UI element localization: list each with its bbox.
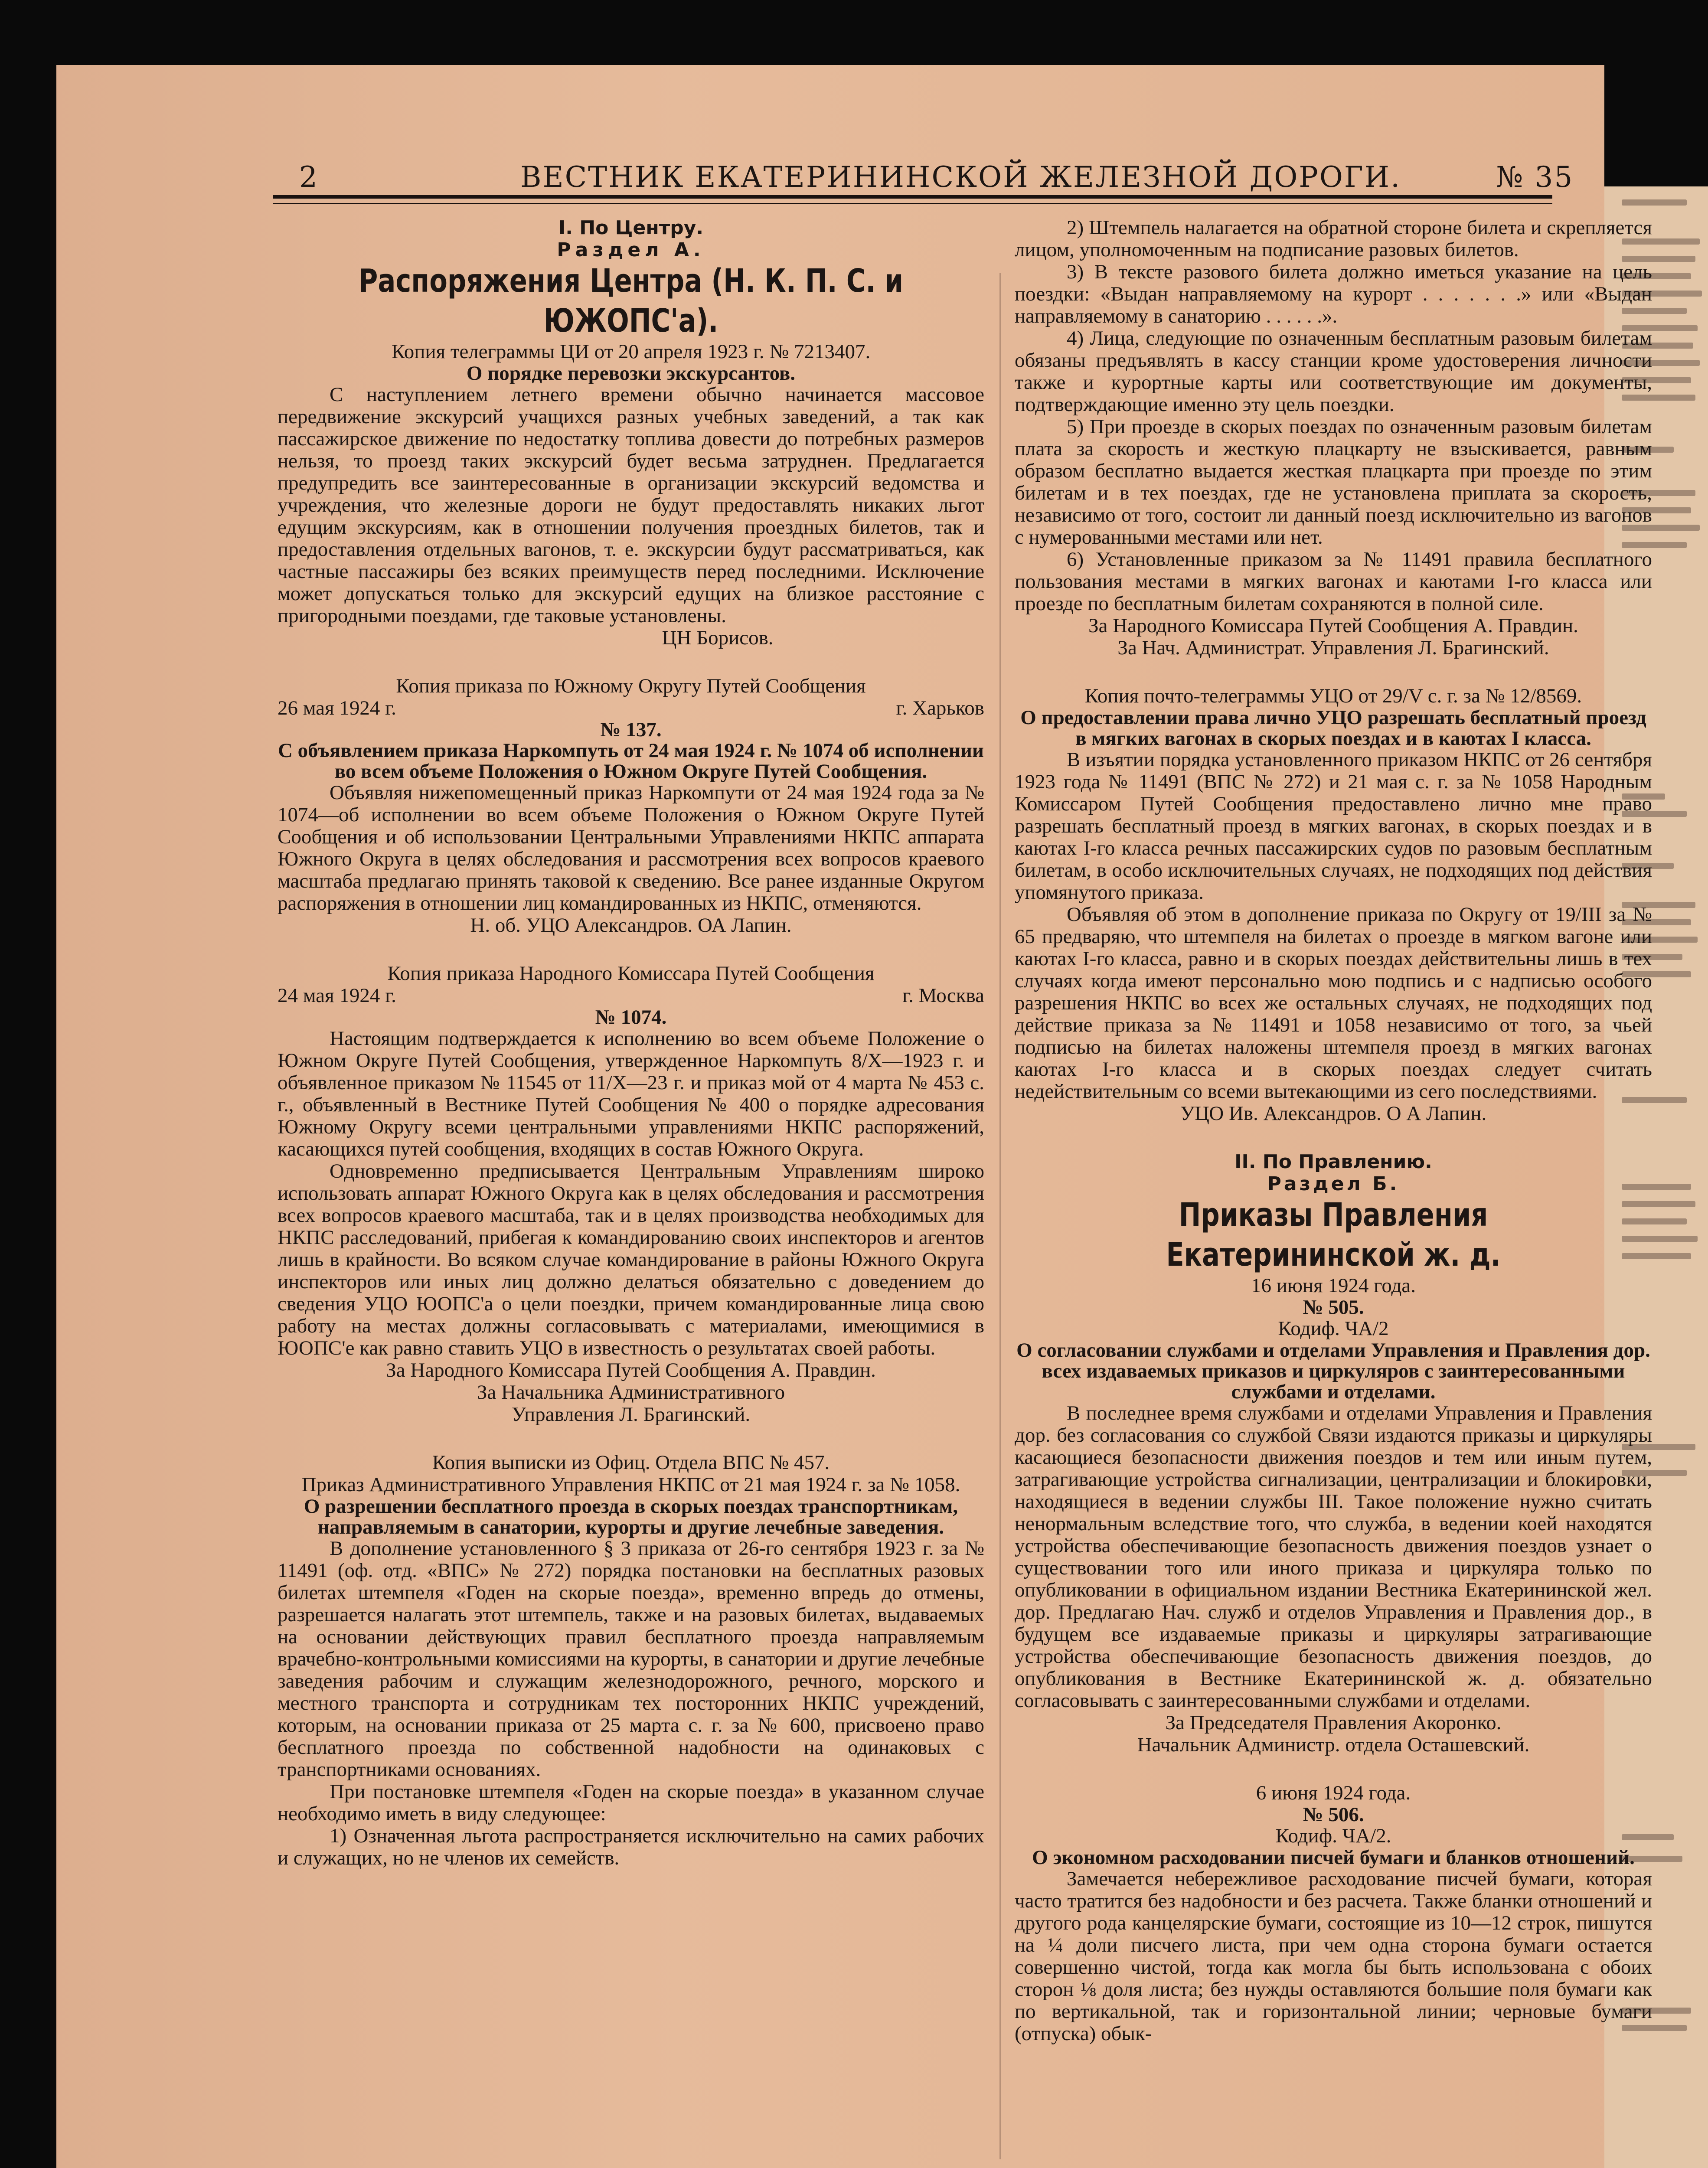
article-text: Объявляя нижепомещенный приказ Наркомпути от 24 мая 1924 года за № 1074—об исполнении во всем объеме Положения о Южном Округе Путей Сообщения и об использовании Центральными Управлениями НКПС аппарата Южного Округа в целях обследования и рассмотрения всех вопросов краевого масштаба предлагаю принять таковой к сведению. Все ранее изданные Округом распоряжения в отношении лиц командированных из НКПС, отменяются.	[278, 781, 984, 914]
signature: За Нач. Администрат. Управления Л. Брагинский.	[1117, 637, 1549, 659]
article-text: В дополнение установленного § 3 приказа от 26-го сентября 1923 г. за № 11491 (оф. отд. «ВПС» № 272) порядка постановки на бесплатных разовых билетах штемпеля «Годен на скорые поезда», временно впредь до отмены, разрешается налагать этот штемпель, также и на разовых билетах, выдаваемых на основании действующих правил бесплатного проезда направляемым врачебно-контрольными комиссиями на курорты, в санатории и другие лечебные заведения рабочим и служащим железнодорожного, речного, морского и местного транспорта и сотрудникам тех посторонних НКПС учреждений, которым, на основании приказа от 25 марта с. г. за № 600, присвоено право бесплатного проезда по собственной надобности на одинаковых с транспортниками основаниях.	[278, 1537, 984, 1781]
section-heading: II. По Правлению.	[1234, 1151, 1432, 1173]
city: г. Харьков	[896, 697, 984, 719]
header-rule-thin	[273, 203, 1552, 204]
article-heading: О экономном расходовании писчей бумаги и бланков отношений.	[1032, 1846, 1635, 1869]
article-text: 2) Штемпель налагается на обратной стороне билета и скрепляется лицом, уполномоченным на подписание разовых билетов.	[1015, 216, 1652, 261]
article-source: Копия приказа по Южному Округу Путей Сообщения	[396, 675, 866, 697]
section-subheading: Раздел Б.	[1267, 1173, 1400, 1195]
left-column	[278, 217, 984, 1869]
article-heading: С объявлением приказа Наркомпуть от 24 мая 1924 г. № 1074 об исполнении во всем объеме Положения о Южном Округе Путей Сообщения.	[278, 739, 984, 783]
order-reference: Приказ Административного Управления НКПС от 21 мая 1924 г. за № 1058.	[301, 1473, 960, 1496]
section-heading: I. По Центру.	[558, 217, 704, 239]
signature: За Народного Комиссара Путей Сообщения А. Правдин.	[1088, 614, 1578, 637]
article-text: При постановке штемпеля «Годен на скорые поезда» в указанном случае необходимо иметь в виду следующее:	[278, 1780, 984, 1825]
article-text: В последнее время службами и отделами Управления и Правления дор. без согласования со службой Связи издаются приказы и циркуляры касающиеся безопасности движения поездов и тем или иным путем, затрагивающие устройства сигнализации, централизации и блокировки, находящиеся в ведении службы III. Такое положение нужно считать ненормальным вследствие того, что служба, в ведении коей находятся устройства обеспечивающие безопасность движения поездов узнает о существовании того или иного приказа и циркуляра только по опубликовании в официальном издании Вестника Екатерининской жел. дор. Предлагаю Нач. служб и отделов Управления и Правления дор., в будущем все издаваемые приказы и циркуляры затрагивающие устройства обеспечивающие безопасность движения поездов, до опубликования в Вестнике Екатерининской ж. д. обязательно согласовывать с заинтересованными службами и отделами.	[1015, 1402, 1652, 1712]
article-text: 3) В тексте разового билета должно иметься указание на цель поездки: «Выдан направляемому на курорт . . . . . . .» или «Выдан направляемому в санаторию . . . . . .».	[1015, 261, 1652, 327]
dateline	[278, 697, 984, 719]
article-text: 1) Означенная льгота распространяется исключительно на самих рабочих и служащих, но не членов их семейств.	[278, 1825, 984, 1869]
order-date: 6 июня 1924 года.	[1256, 1782, 1411, 1804]
article-text: 4) Лица, следующие по означенным бесплатным разовым билетам обязаны предъявлять в кассу станции кроме удостоверения личности также и курортные карты или соответствующие им документы, подтверждающие именно эту цель поездки.	[1015, 327, 1652, 416]
signature: Начальник Администр. отдела Осташевский.	[1137, 1734, 1530, 1756]
date: 24 мая 1924 г.	[278, 984, 396, 1007]
article-text: Замечается небережливое расходование писчей бумаги, которая часто тратится без надобности и без расчета. Также бланки отношений и другого рода канцелярские бумаги, состоящие из 10—12 строк, пишутся на ¼ доли писчего листа, при чем одна сторона бумаги остается совершенно чистой, тогда как могла бы быть использована с обоих сторон ⅛ доля листа; без нужды оставляются большие поля бумаги как по вертикальной, так и горизонтальной линии; черновые бумаги (отпуска) обык-	[1015, 1868, 1652, 2045]
article-text: 5) При проезде в скорых поездах по означенным разовым билетам плата за скорость и жесткую плацкарту не взыскивается, равным образом бесплатно выдается жесткая плацкарта при проезде по этим билетам и в тех поездах, где не установлена приплата за скорость, независимо от того, состоит ли данный поезд исключительно из вагонов с нумерованными местами или нет.	[1015, 415, 1652, 549]
issue-number: № 35	[1496, 160, 1574, 194]
article-source: Копия приказа Народного Комиссара Путей Сообщения	[387, 962, 875, 985]
order-number: № 137.	[600, 718, 662, 741]
signature: ЦН Борисов.	[662, 627, 774, 649]
article-heading: О предоставлении права лично УЦО разрешать бесплатный проезд в мягких вагонах в скорых поездах и в каютах I класса.	[1020, 706, 1646, 750]
article-heading: О согласовании службами и отделами Управления и Правления дор. всех издаваемых приказов и циркуляров с заинтересованными службами и отделами.	[1016, 1339, 1650, 1403]
article-text: 6) Установленные приказом за № 11491 правила бесплатного пользования местами в мягких вагонах и каютами I-го класса или проезде по бесплатным билетам сохраняются в полной силе.	[1015, 548, 1652, 615]
section-subheading: Раздел А.	[557, 239, 705, 261]
city: г. Москва	[902, 984, 984, 1007]
signature: За Начальника Административного	[477, 1381, 785, 1404]
article-heading: О порядке перевозки экскурсантов.	[466, 362, 796, 385]
order-number: № 506.	[1303, 1803, 1364, 1826]
header-rule	[273, 195, 1552, 199]
signature: Управления Л. Брагинский.	[511, 1403, 751, 1426]
signature: За Председателя Правления Акоронко.	[1165, 1711, 1502, 1734]
order-number: № 505.	[1303, 1296, 1364, 1319]
section-title: Приказы Правления Екатерининской ж. д.	[1166, 1196, 1501, 1273]
article-text: Настоящим подтверждается к исполнению во всем объеме Положение о Южном Округе Путей Сообщения, утвержденное Наркомпуть 8/X—1923 г. и объявленное приказом № 11545 от 11/X—23 г. и приказ мой от 4 марта № 453 с. г., объявленный в Вестнике Путей Сообщения № 400 о порядке адресования Южному Округу всеми центральными управлениями НКПС распоряжений, касающихся путей сообщения, входящих в состав Южного Округа.	[278, 1027, 984, 1160]
order-number: № 1074.	[595, 1006, 667, 1028]
right-column	[1015, 217, 1652, 2045]
article-text: С наступлением летнего времени обычно начинается массовое передвижение экскурсий учащихся разных учебных заведений, а так как пассажирское движение по недостатку топлива довести до потребных размеров нельзя, то проезд таких экскурсий будет весьма затруднен. Предлагается предупредить все заинтересованные в организации экскурсий ведомства и учреждения, что железные дороги не будут предоставлять никаких льгот едущим экскурсиям, как в отношении получения проездных билетов, так и предоставления отдельных вагонов, т. е. экскурсии будут рассматриваться, как частные пассажиры без всяких преимуществ перед последними. Исключение может допускаться только для экскурсий едущих на близкое расстояние с пригородными поездами, где таковые установлены.	[278, 383, 984, 627]
article-source: Копия телеграммы ЦИ от 20 апреля 1923 г. № 7213407.	[391, 340, 871, 363]
order-date: 16 июня 1924 года.	[1251, 1274, 1416, 1297]
column-divider	[999, 273, 1001, 2159]
page-title: ВЕСТНИК ЕКАТЕРИНИНСКОЙ ЖЕЛЕЗНОЙ ДОРОГИ.	[520, 160, 1401, 194]
article-heading: О разрешении бесплатного проезда в скорых поездах транспортникам, направляемым в санатории, курорты и другие лечебные заведения.	[304, 1495, 958, 1538]
signature: Н. об. УЦО Александров. ОА Лапин.	[470, 914, 792, 937]
signature: За Народного Комиссара Путей Сообщения А. Правдин.	[386, 1359, 876, 1381]
article-text: Объявляя об этом в дополнение приказа по Округу от 19/III за № 65 предваряю, что штемпеля на билетах о проезде в мягком вагоне или каютах I-го класса, равно и в скорых поездах действительны лишь в тех случаях когда имеют персонально мою подпись и с надписью особого разрешения НКПС во всех же остальных случаях, не подходящих под действие приказа за № 11491 и 1058 независимо от того, за чьей подписью на билетах наложены штемпеля проезд в мягких вагонах каютах I-го класса и в скорых поездах следует считать недействительным со всеми вытекающими из сего последствиями.	[1015, 903, 1652, 1103]
article-text: Одновременно предписывается Центральным Управлениям широко использовать аппарат Южного Округа как в целях обследования и рассмотрения всех вопросов краевого масштаба, так и в целях производства необходимых для НКПС расследований, прибегая к командированию своих инспекторов и агентов лишь в крайности. Во всяком случае командирование в районы Южного Округа инспекторов или иных лиц должно делаться обязательно с доведением до сведения УЦО ЮОПС'а о цели поездки, причем командированные лица свою работу на местах должны согласовывать с материалами, имеющимися в ЮОПС'е как равно ставить УЦО в известность о результатах своей работы.	[278, 1160, 984, 1359]
section-title: Распоряжения Центра (Н. К. П. С. и ЮЖОПС'а).	[358, 262, 904, 340]
signature: УЦО Ив. Александров. О А Лапин.	[1180, 1102, 1487, 1125]
codification: Кодиф. ЧА/2	[1278, 1317, 1389, 1340]
date: 26 мая 1924 г.	[278, 697, 396, 719]
article-text: В изъятии порядка установленного приказом НКПС от 26 сентября 1923 года № 11491 (ВПС № 272) и 21 мая с. г. за № 1058 Народным Комиссаром Путей Сообщения предоставлено лично мне право разрешать бесплатный проезд в мягких вагонах, в скорых поездах и в каютах I-го класса речных пассажирских судов по разовым бесплатным билетам, в особо исключительных случаях, не подходящих под действия упомянутого приказа.	[1015, 748, 1652, 904]
page-number: 2	[299, 160, 319, 194]
codification: Кодиф. ЧА/2.	[1275, 1825, 1391, 1847]
newspaper-page	[56, 65, 1652, 2168]
article-source: Копия почто-телеграммы УЦО от 29/V с. г. за № 12/8569.	[1084, 685, 1582, 707]
article-source: Копия выписки из Офиц. Отдела ВПС № 457.	[432, 1451, 830, 1474]
dateline	[278, 985, 984, 1007]
